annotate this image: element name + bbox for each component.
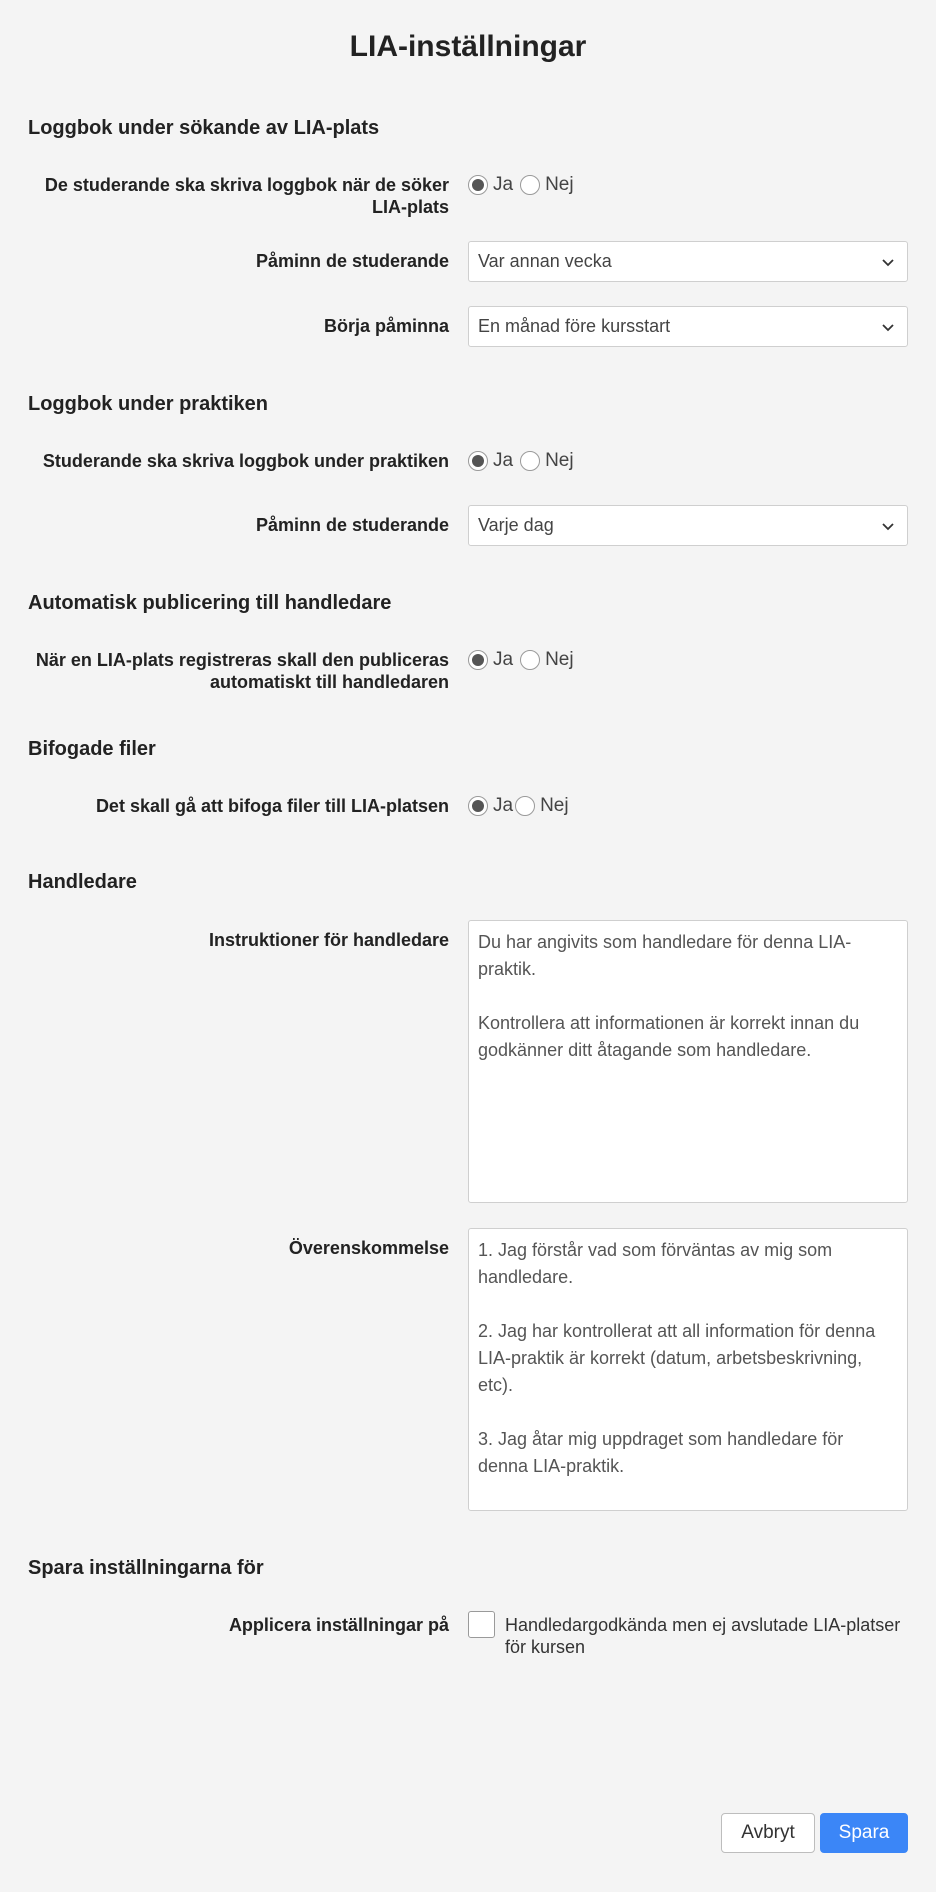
no-label: Nej: [545, 649, 574, 670]
write-log-practice-radio-group: [468, 449, 579, 473]
attachments-yes-radio[interactable]: [468, 796, 488, 816]
section-title-attachments: Bifogade filer: [28, 738, 156, 760]
write-log-practice-label: Studerande ska skriva loggbok under praktiken: [42, 451, 449, 471]
instructions-textarea[interactable]: Du har angivits som handledare för denna LIA-praktik. Kontrollera att informationen är korrekt innan du godkänner ditt åtagande som handledare.: [468, 920, 908, 1203]
attachments-no-radio[interactable]: [515, 796, 535, 816]
write-log-search-label: De studerande ska skriva loggbok när de söker LIA-plats: [44, 175, 449, 217]
write-log-search-radio-group: [468, 173, 579, 197]
write-log-practice-no-radio[interactable]: [520, 451, 540, 471]
page-title: LIA-inställningar: [349, 30, 587, 63]
yes-label: Ja: [493, 450, 514, 471]
chevron-down-icon: [879, 253, 897, 271]
apply-checkbox[interactable]: [468, 1611, 495, 1638]
section-title-supervisor: Handledare: [28, 871, 137, 893]
auto-publish-yes-radio[interactable]: [468, 650, 488, 670]
attachments-label: Det skall gå att bifoga filer till LIA-platsen: [95, 796, 449, 816]
remind-practice-label: Påminn de studerande: [255, 515, 449, 535]
apply-option-label: Handledargodkända men ej avslutade LIA-platser för kursen: [505, 1615, 901, 1657]
agreement-label: Överenskommelse: [288, 1238, 449, 1258]
remind-search-value: Var annan vecka: [478, 251, 612, 271]
remind-search-select[interactable]: [468, 241, 908, 282]
remind-practice-value: Varje dag: [478, 515, 554, 535]
no-label: Nej: [540, 795, 569, 816]
yes-label: Ja: [493, 174, 514, 195]
chevron-down-icon: [879, 318, 897, 336]
auto-publish-no-radio[interactable]: [520, 650, 540, 670]
remind-practice-select[interactable]: [468, 505, 908, 546]
save-button[interactable]: Spara: [820, 1813, 908, 1853]
apply-label: Applicera inställningar på: [228, 1615, 449, 1635]
auto-publish-radio-group: [468, 648, 579, 672]
yes-label: Ja: [493, 649, 514, 670]
section-title-save-for: Spara inställningarna för: [28, 1557, 264, 1579]
chevron-down-icon: [879, 517, 897, 535]
start-remind-value: En månad före kursstart: [478, 316, 671, 336]
no-label: Nej: [545, 450, 574, 471]
start-remind-select[interactable]: [468, 306, 908, 347]
yes-label: Ja: [493, 795, 514, 816]
remind-search-label: Påminn de studerande: [255, 251, 449, 271]
section-title-practice-log: Loggbok under praktiken: [28, 393, 269, 415]
no-label: Nej: [545, 174, 574, 195]
agreement-textarea[interactable]: 1. Jag förstår vad som förväntas av mig som handledare. 2. Jag har kontrollerat att all information för denna LIA-praktik är korrekt (datum, arbetsbeskrivning, etc). 3. Jag åtar mig uppdraget som handledare för denna LIA-praktik.: [468, 1228, 908, 1511]
instructions-label: Instruktioner för handledare: [208, 930, 449, 950]
write-log-practice-yes-radio[interactable]: [468, 451, 488, 471]
start-remind-label: Börja påminna: [323, 316, 449, 336]
section-title-search-log: Loggbok under sökande av LIA-plats: [28, 117, 380, 139]
attachments-radio-group: [468, 794, 574, 818]
cancel-button[interactable]: Avbryt: [721, 1813, 815, 1853]
write-log-search-no-radio[interactable]: [520, 175, 540, 195]
auto-publish-label: När en LIA-plats registreras skall den publiceras automatiskt till handledaren: [35, 650, 449, 692]
write-log-search-yes-radio[interactable]: [468, 175, 488, 195]
section-title-auto-publish: Automatisk publicering till handledare: [28, 592, 392, 614]
